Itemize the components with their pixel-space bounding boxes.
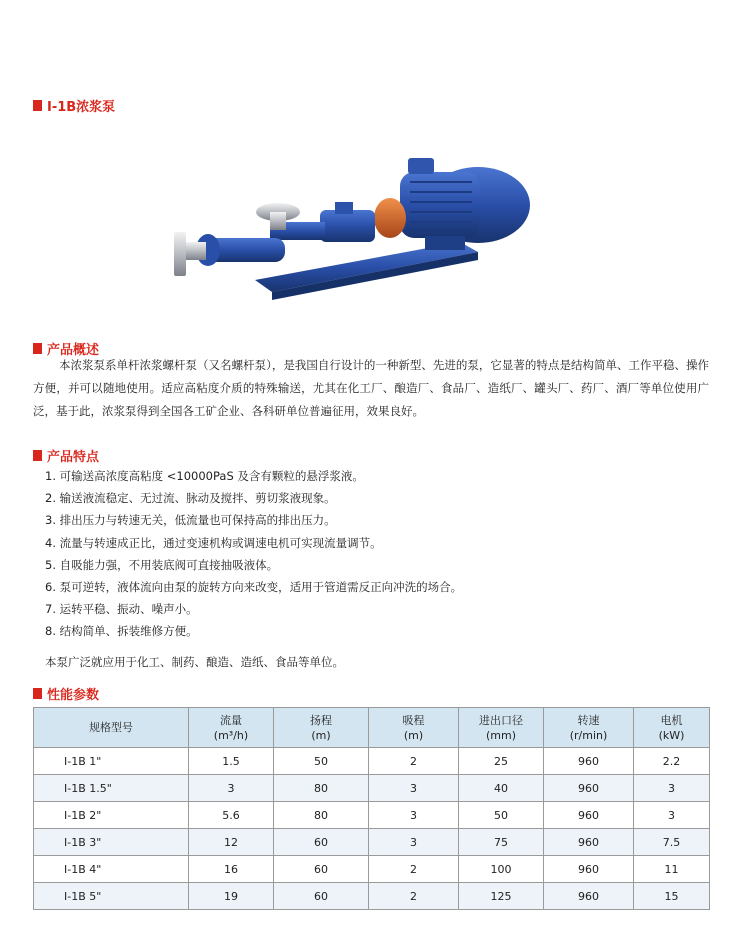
table-cell: 15 <box>634 883 710 910</box>
section-heading-product <box>33 96 115 115</box>
feature-list <box>45 465 462 643</box>
table-cell: I-1B 2" <box>34 802 189 829</box>
column-header-diameter: 进出口径 (mm) <box>459 708 544 748</box>
table-cell: 12 <box>189 829 274 856</box>
table-cell: 3 <box>634 775 710 802</box>
table-row <box>34 829 710 856</box>
feature-item: 5. 自吸能力强，不用装底阀可直接抽吸液体。 <box>45 557 279 572</box>
table-cell: I-1B 4" <box>34 856 189 883</box>
table-cell: 16 <box>189 856 274 883</box>
feature-item: 3. 排出压力与转速无关，低流量也可保持高的排出压力。 <box>45 513 336 528</box>
table-row <box>34 775 710 802</box>
section-heading-specs <box>33 684 99 703</box>
table-cell: 960 <box>544 802 634 829</box>
red-square-icon <box>33 100 42 111</box>
overview-title: 产品概述 <box>47 343 100 358</box>
column-header-model: 规格型号 <box>34 708 189 748</box>
table-cell: 80 <box>274 802 369 829</box>
page-title: I-1B浓浆泵 <box>47 100 116 115</box>
section-heading-features <box>33 446 99 465</box>
features-title: 产品特点 <box>47 450 100 465</box>
table-cell: 960 <box>544 856 634 883</box>
table-row <box>34 883 710 910</box>
table-cell: 50 <box>459 802 544 829</box>
table-cell: 2 <box>369 856 459 883</box>
table-row <box>34 856 710 883</box>
features-summary: 本泵广泛就应用于化工、制药、酿造、造纸、食品等单位。 <box>45 655 344 669</box>
table-cell: 3 <box>189 775 274 802</box>
table-cell: 960 <box>544 883 634 910</box>
table-cell: 60 <box>274 829 369 856</box>
table-row <box>34 802 710 829</box>
table-cell: 2 <box>369 748 459 775</box>
table-cell: 50 <box>274 748 369 775</box>
column-header-flow: 流量 (m³/h) <box>189 708 274 748</box>
table-cell: 19 <box>189 883 274 910</box>
table-cell: 80 <box>274 775 369 802</box>
table-cell: 960 <box>544 775 634 802</box>
feature-item: 7. 运转平稳、振动、噪声小。 <box>45 602 198 617</box>
feature-item: 1. 可输送高浓度高粘度 <10000PaS 及含有颗粒的悬浮浆液。 <box>45 469 364 483</box>
red-square-icon <box>33 343 42 354</box>
table-row <box>34 748 710 775</box>
table-cell: 60 <box>274 856 369 883</box>
specs-title: 性能参数 <box>47 688 100 703</box>
feature-item: 6. 泵可逆转，液体流向由泵的旋转方向来改变，适用于管道需反正向冲洗的场合。 <box>45 579 463 594</box>
table-cell: 3 <box>369 829 459 856</box>
overview-paragraph: 本浓浆泵系单杆浓浆螺杆泵（又名螺杆泵），是我国自行设计的一种新型、先进的泵，它显著的特点是结构简单、工作平稳、操作方便，并可以随地使用。适应高粘度介质的特殊输送，尤其在化工厂、酿造厂、食品厂、造纸厂、罐头厂、药厂、酒厂等单位使用广泛，基于此，浓浆泵得到全国各工矿企业、各科研单位普遍征用，效果良好。 <box>33 358 709 418</box>
pump-product-image <box>160 150 580 320</box>
table-cell: 11 <box>634 856 710 883</box>
table-cell: 75 <box>459 829 544 856</box>
table-cell: 25 <box>459 748 544 775</box>
table-cell: 3 <box>634 802 710 829</box>
table-cell: 60 <box>274 883 369 910</box>
table-cell: 3 <box>369 775 459 802</box>
table-cell: 100 <box>459 856 544 883</box>
table-cell: 1.5 <box>189 748 274 775</box>
table-cell: 960 <box>544 829 634 856</box>
feature-item: 2. 输送液流稳定、无过流、脉动及搅拌、剪切浆液现象。 <box>45 491 336 506</box>
red-square-icon <box>33 688 42 699</box>
table-cell: 7.5 <box>634 829 710 856</box>
table-header-row <box>34 708 710 748</box>
column-header-head: 扬程 (m) <box>274 708 369 748</box>
table-cell: 3 <box>369 802 459 829</box>
table-cell: 2.2 <box>634 748 710 775</box>
table-cell: I-1B 1.5" <box>34 775 189 802</box>
table-cell: I-1B 3" <box>34 829 189 856</box>
table-cell: 5.6 <box>189 802 274 829</box>
specs-table <box>33 707 710 910</box>
column-header-suction: 吸程 (m) <box>369 708 459 748</box>
column-header-speed: 转速 (r/min) <box>544 708 634 748</box>
table-cell: 2 <box>369 883 459 910</box>
feature-item: 4. 流量与转速成正比，通过变速机构或调速电机可实现流量调节。 <box>45 535 382 550</box>
table-cell: 125 <box>459 883 544 910</box>
table-cell: 40 <box>459 775 544 802</box>
feature-item: 8. 结构简单、拆装维修方便。 <box>45 624 198 639</box>
column-header-motor: 电机 (kW) <box>634 708 710 748</box>
table-cell: I-1B 5" <box>34 883 189 910</box>
table-cell: 960 <box>544 748 634 775</box>
red-square-icon <box>33 450 42 461</box>
table-cell: I-1B 1" <box>34 748 189 775</box>
